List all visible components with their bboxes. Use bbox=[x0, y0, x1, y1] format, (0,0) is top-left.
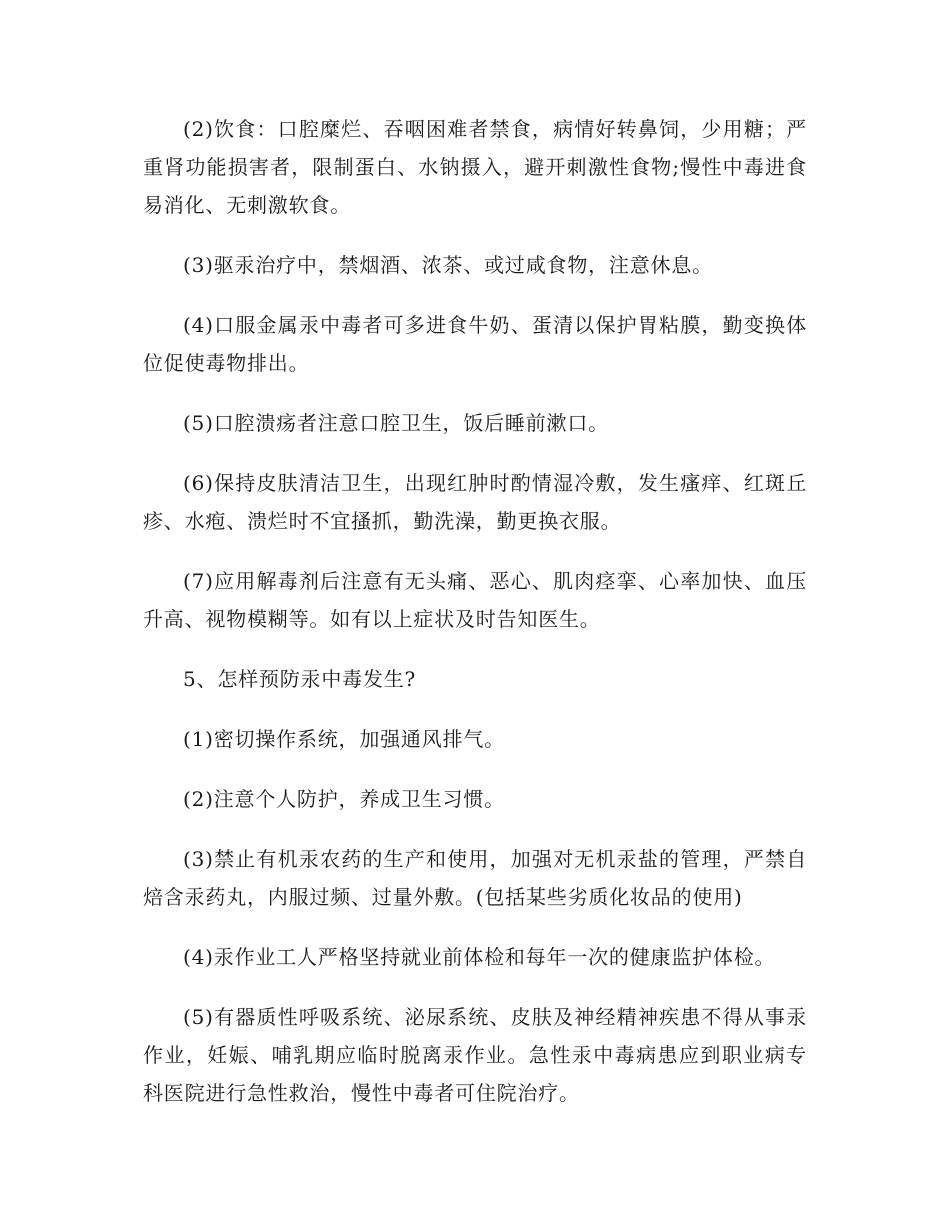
paragraph-mercury-removal-treatment: (3)驱汞治疗中，禁烟酒、浓茶、或过咸食物，注意休息。 bbox=[183, 253, 713, 277]
paragraph-occupational-restriction: (5)有器质性呼吸系统、泌尿系统、皮肤及神经精神疾患不得从事汞作业，妊娠、哺乳期应临时脱离汞作业。急性汞中毒病患应到职业病专科医院进行急性救治，慢性中毒者可住院治疗。 bbox=[143, 1005, 807, 1105]
document-body bbox=[143, 110, 807, 1134]
section-heading-prevention: 5、怎样预防汞中毒发生? bbox=[183, 667, 417, 691]
paragraph-personal-protection: (2)注意个人防护，养成卫生习惯。 bbox=[183, 787, 505, 811]
paragraph-health-checkup: (4)汞作业工人严格坚持就业前体检和每年一次的健康监护体检。 bbox=[183, 945, 776, 969]
paragraph-ventilation: (1)密切操作系统，加强通风排气。 bbox=[183, 727, 505, 751]
paragraph-diet: (2)饮食：口腔糜烂、吞咽困难者禁食，病情好转鼻饲，少用糖；严重肾功能损害者，限制蛋白、水钠摄入，避开刺激性食物;慢性中毒进食易消化、无刺激软食。 bbox=[143, 117, 807, 217]
paragraph-oral-ulcer: (5)口腔溃疡者注意口腔卫生，饭后睡前漱口。 bbox=[183, 411, 609, 435]
paragraph-antidote: (7)应用解毒剂后注意有无头痛、恶心、肌肉痉挛、心率加快、血压升高、视物模糊等。如有以上症状及时告知医生。 bbox=[143, 569, 807, 631]
paragraph-pesticide-ban: (3)禁止有机汞农药的生产和使用，加强对无机汞盐的管理，严禁自焙含汞药丸，内服过频、过量外敷。(包括某些劣质化妆品的使用) bbox=[143, 847, 807, 909]
paragraph-oral-metal-mercury: (4)口服金属汞中毒者可多进食牛奶、蛋清以保护胃粘膜，勤变换体位促使毒物排出。 bbox=[143, 313, 807, 375]
paragraph-skin-care: (6)保持皮肤清洁卫生，出现红肿时酌情湿冷敷，发生瘙痒、红斑丘疹、水疱、溃烂时不宜搔抓，勤洗澡，勤更换衣服。 bbox=[143, 471, 807, 533]
